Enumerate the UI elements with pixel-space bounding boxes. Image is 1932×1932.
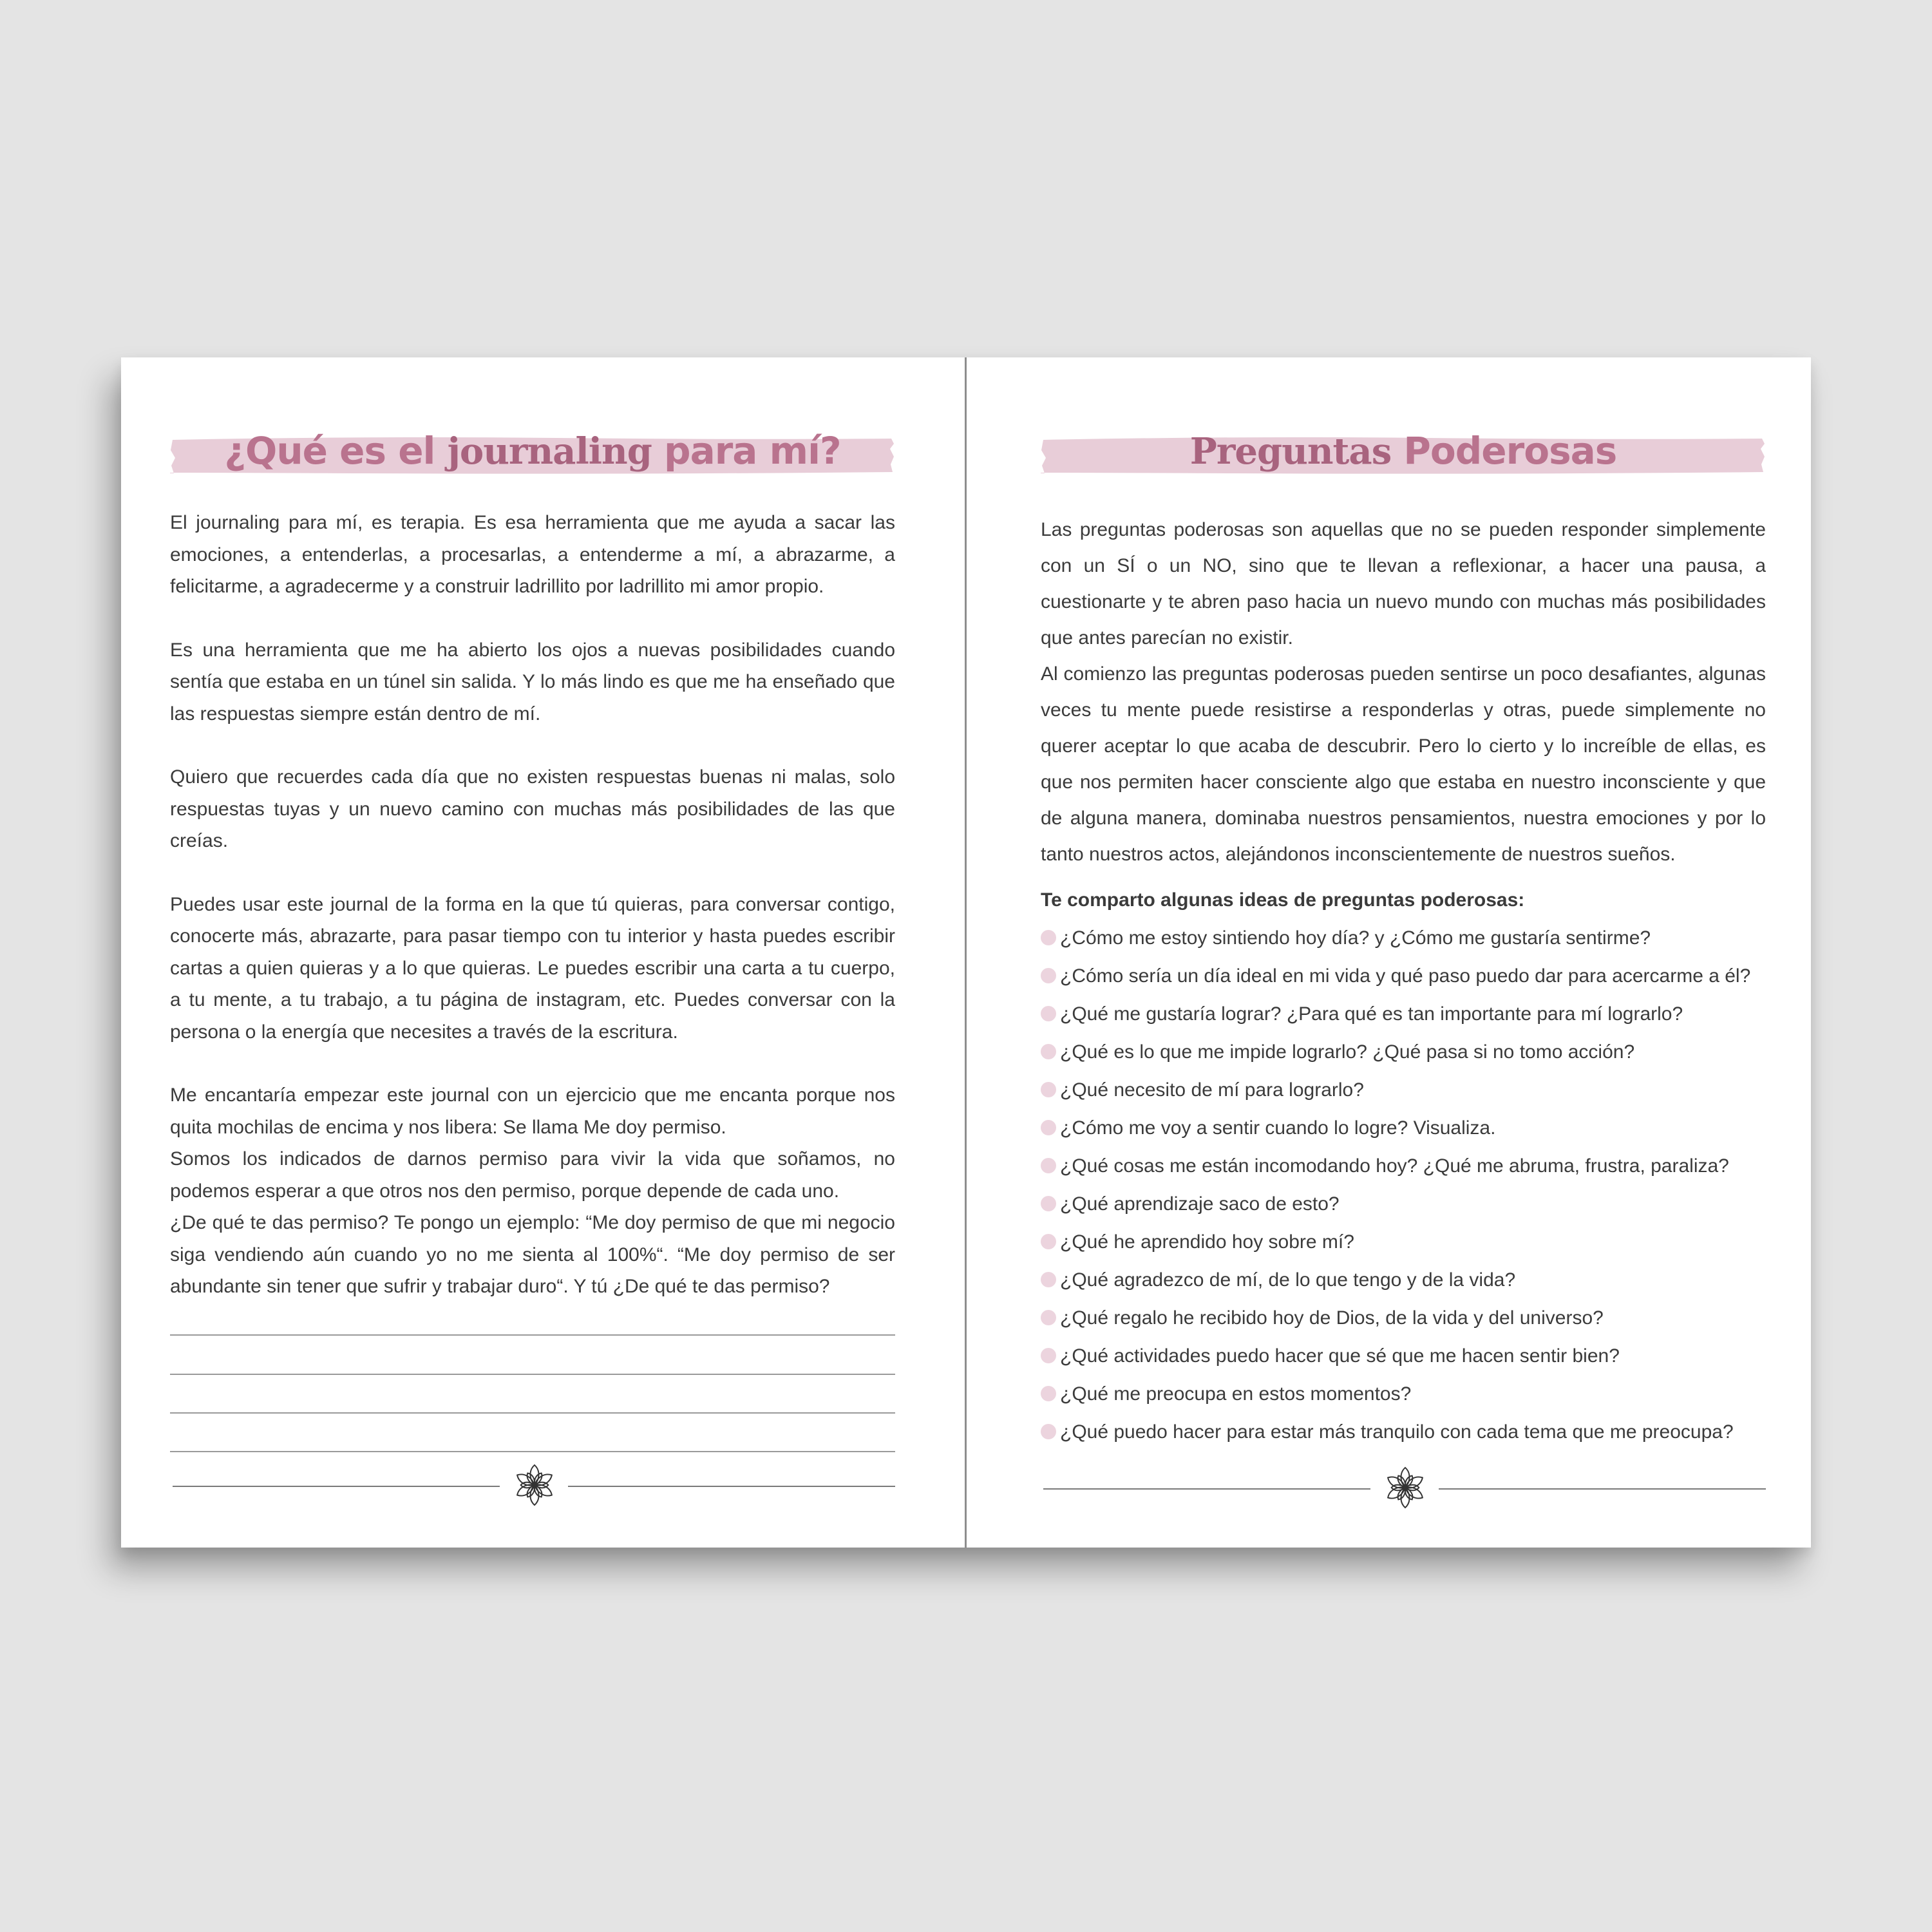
pink-dot-icon: [1041, 1348, 1056, 1363]
book-gutter: [965, 357, 967, 1548]
left-page: [170, 357, 895, 1548]
right-body-text: [1041, 512, 1766, 873]
pink-dot-icon: [1041, 1082, 1056, 1097]
paragraph: Es una herramienta que me ha abierto los ojos a nuevas posibilidades cuando sentía que estaba en un túnel sin salida. Y lo más lindo es que me ha enseñado que las respuestas siempre están dentro de mí.: [170, 639, 895, 724]
writing-line[interactable]: [170, 1374, 895, 1375]
paragraph: Las preguntas poderosas son aquellas que no se pueden responder simplemente con un SÍ o un NO, sino que te llevan a reflexionar, a hacer una pausa, a cuestionarte y te abren paso hacia un nuevo mundo con muchas más posibilidades que antes parecían no existir.: [1041, 519, 1766, 649]
paragraph: Me encantaría empezar este journal con un ejercicio que me encanta porque nos quita mochilas de encima y nos libera: Se llama Me doy permiso.: [170, 1084, 895, 1138]
list-item: ¿Qué es lo que me impide lograrlo? ¿Qué pasa si no tomo acción?: [1041, 1033, 1766, 1071]
paragraph: Quiero que recuerdes cada día que no existen respuestas buenas ni malas, solo respuestas tuyas y un nuevo camino con muchas más posibilidades de las que creías.: [170, 766, 895, 851]
paragraph: El journaling para mí, es terapia. Es esa herramienta que me ayuda a sacar las emociones, a entenderlas, a procesarlas, a entenderme a mí, a abrazarme, a felicitarme, a agradecerme y a construir ladrillito por ladrillito mi amor propio.: [170, 512, 895, 597]
paragraph: Al comienzo las preguntas poderosas pueden sentirse un poco desafiantes, algunas veces tu mente puede resistirse a responderlas y otras, puede simplemente no querer aceptar lo que acaba de descubrir. Pero lo cierto y lo increíble de ellas, es que nos permiten hacer consciente algo que estaba en nuestro inconsciente y que de alguna manera, dominaba nuestros pensamientos, nuestra emociones y por lo tanto nuestros actos, alejándonos inconscientemente de nuestros sueños.: [1041, 663, 1766, 865]
divider-line: [1043, 1488, 1370, 1490]
pink-dot-icon: [1041, 1196, 1056, 1211]
list-item: ¿Qué puedo hacer para estar más tranquilo con cada tema que me preocupa?: [1041, 1413, 1766, 1451]
paragraph: ¿De qué te das permiso? Te pongo un ejemplo: “Me doy permiso de que mi negocio siga vendiendo aún cuando yo no me sienta al 100%“. “Me doy permiso de ser abundante sin tener que sufrir y trabajar duro“. Y tú ¿De qué te das permiso?: [170, 1212, 895, 1297]
list-item: ¿Qué me gustaría lograr? ¿Para qué es tan importante para mí lograrlo?: [1041, 995, 1766, 1033]
left-title-block: [170, 422, 895, 480]
list-item: ¿Cómo me estoy sintiendo hoy día? y ¿Cómo me gustaría sentirme?: [1041, 919, 1766, 957]
list-item: ¿Qué actividades puedo hacer que sé que me hacen sentir bien?: [1041, 1337, 1766, 1375]
page-divider: [170, 1463, 895, 1508]
list-item: ¿Qué necesito de mí para lograrlo?: [1041, 1071, 1766, 1109]
divider-line: [1439, 1488, 1766, 1490]
list-item: ¿Qué regalo he recibido hoy de Dios, de la vida y del universo?: [1041, 1299, 1766, 1337]
left-body-text: [170, 507, 895, 1303]
list-item: ¿Qué me preocupa en estos momentos?: [1041, 1375, 1766, 1413]
pink-dot-icon: [1041, 1158, 1056, 1173]
right-page: [1041, 357, 1766, 1548]
pink-dot-icon: [1041, 1006, 1056, 1021]
pink-dot-icon: [1041, 1272, 1056, 1287]
pink-dot-icon: [1041, 1310, 1056, 1325]
lotus-flower-icon: [1384, 1465, 1426, 1510]
pink-dot-icon: [1041, 1234, 1056, 1249]
writing-line[interactable]: [170, 1451, 895, 1452]
pink-dot-icon: [1041, 1386, 1056, 1401]
list-item: ¿Qué he aprendido hoy sobre mí?: [1041, 1223, 1766, 1261]
pink-dot-icon: [1041, 968, 1056, 983]
page-title: Preguntas Poderosas: [1189, 429, 1617, 473]
pink-dot-icon: [1041, 1044, 1056, 1059]
writing-line[interactable]: [170, 1412, 895, 1414]
book-spread: [121, 357, 1811, 1548]
questions-subheading: Te comparto algunas ideas de preguntas poderosas:: [1041, 889, 1525, 911]
writing-line[interactable]: [170, 1334, 895, 1336]
divider-line: [173, 1486, 500, 1487]
pink-dot-icon: [1041, 1120, 1056, 1135]
page-divider: [1041, 1465, 1766, 1510]
divider-line: [568, 1486, 895, 1487]
right-title-block: [1041, 422, 1766, 480]
questions-list: [1041, 919, 1766, 1451]
pink-dot-icon: [1041, 1424, 1056, 1439]
list-item: ¿Qué aprendizaje saco de esto?: [1041, 1185, 1766, 1223]
list-item: ¿Qué agradezco de mí, de lo que tengo y de la vida?: [1041, 1261, 1766, 1299]
lotus-flower-icon: [513, 1463, 556, 1508]
page-title: ¿Qué es el journaling para mí?: [224, 429, 841, 473]
list-item: ¿Qué cosas me están incomodando hoy? ¿Qué me abruma, frustra, paraliza?: [1041, 1147, 1766, 1185]
list-item: ¿Cómo me voy a sentir cuando lo logre? Visualiza.: [1041, 1109, 1766, 1147]
pink-dot-icon: [1041, 930, 1056, 945]
list-item: ¿Cómo sería un día ideal en mi vida y qué paso puedo dar para acercarme a él?: [1041, 957, 1766, 995]
paragraph: Somos los indicados de darnos permiso para vivir la vida que soñamos, no podemos esperar a que otros nos den permiso, porque depende de cada uno.: [170, 1148, 895, 1202]
paragraph: Puedes usar este journal de la forma en la que tú quieras, para conversar contigo, conocerte más, abrazarte, para pasar tiempo con tu interior y hasta puedes escribir cartas a quien quieras y a lo que quieras. Le puedes escribir una carta a tu cuerpo, a tu mente, a tu trabajo, a tu página de instagram, etc. Puedes conversar con la persona o la energía que necesites a través de la escritura.: [170, 893, 895, 1043]
